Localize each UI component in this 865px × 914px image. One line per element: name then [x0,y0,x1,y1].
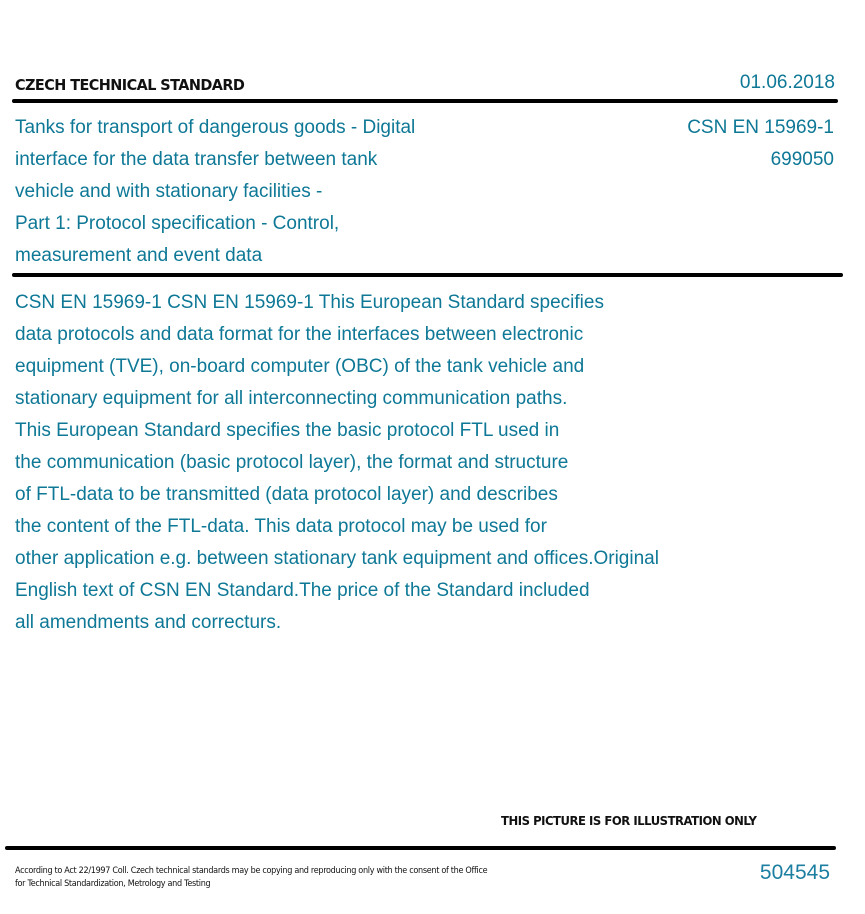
description-line: CSN EN 15969-1 CSN EN 15969-1 This European Standard specifies [15,292,604,313]
divider [12,273,843,277]
divider [5,846,836,850]
description-line: This European Standard specifies the basic protocol FTL used in [15,420,560,441]
legal-line: for Technical Standardization, Metrology and Testing [15,879,211,889]
title-line: interface for the data transfer between tank [15,149,378,170]
standard-title [15,112,415,272]
divider [12,99,838,103]
description-line: data protocols and data format for the interfaces between electronic [15,324,584,345]
description-line: the communication (basic protocol layer), the format and structure [15,452,569,473]
description-line: all amendments and correcturs. [15,612,282,633]
description-line: stationary equipment for all interconnecting communication paths. [15,388,568,409]
standard-identifiers [687,112,834,176]
title-line: Tanks for transport of dangerous goods - Digital [15,117,416,138]
legal-notice [15,865,487,891]
document-type-label: CZECH TECHNICAL STANDARD [15,76,245,94]
description-line: of FTL-data to be transmitted (data protocol layer) and describes [15,484,558,505]
title-line: Part 1: Protocol specification - Control, [15,213,340,234]
standard-description [15,287,659,639]
title-line: measurement and event data [15,245,263,266]
description-line: other application e.g. between stationary tank equipment and offices.Original [15,548,659,569]
standard-code: CSN EN 15969-1 [687,117,834,138]
class-number: 699050 [770,149,834,170]
description-line: English text of CSN EN Standard.The price of the Standard included [15,580,590,601]
illustration-note: THIS PICTURE IS FOR ILLUSTRATION ONLY [501,813,757,828]
publication-date: 01.06.2018 [739,72,835,93]
description-line: the content of the FTL-data. This data protocol may be used for [15,516,547,537]
document-number: 504545 [759,861,830,884]
title-line: vehicle and with stationary facilities - [15,181,323,202]
legal-line: According to Act 22/1997 Coll. Czech technical standards may be copying and reproducing only with the consent of the Office [15,866,488,876]
description-line: equipment (TVE), on-board computer (OBC) of the tank vehicle and [15,356,585,377]
